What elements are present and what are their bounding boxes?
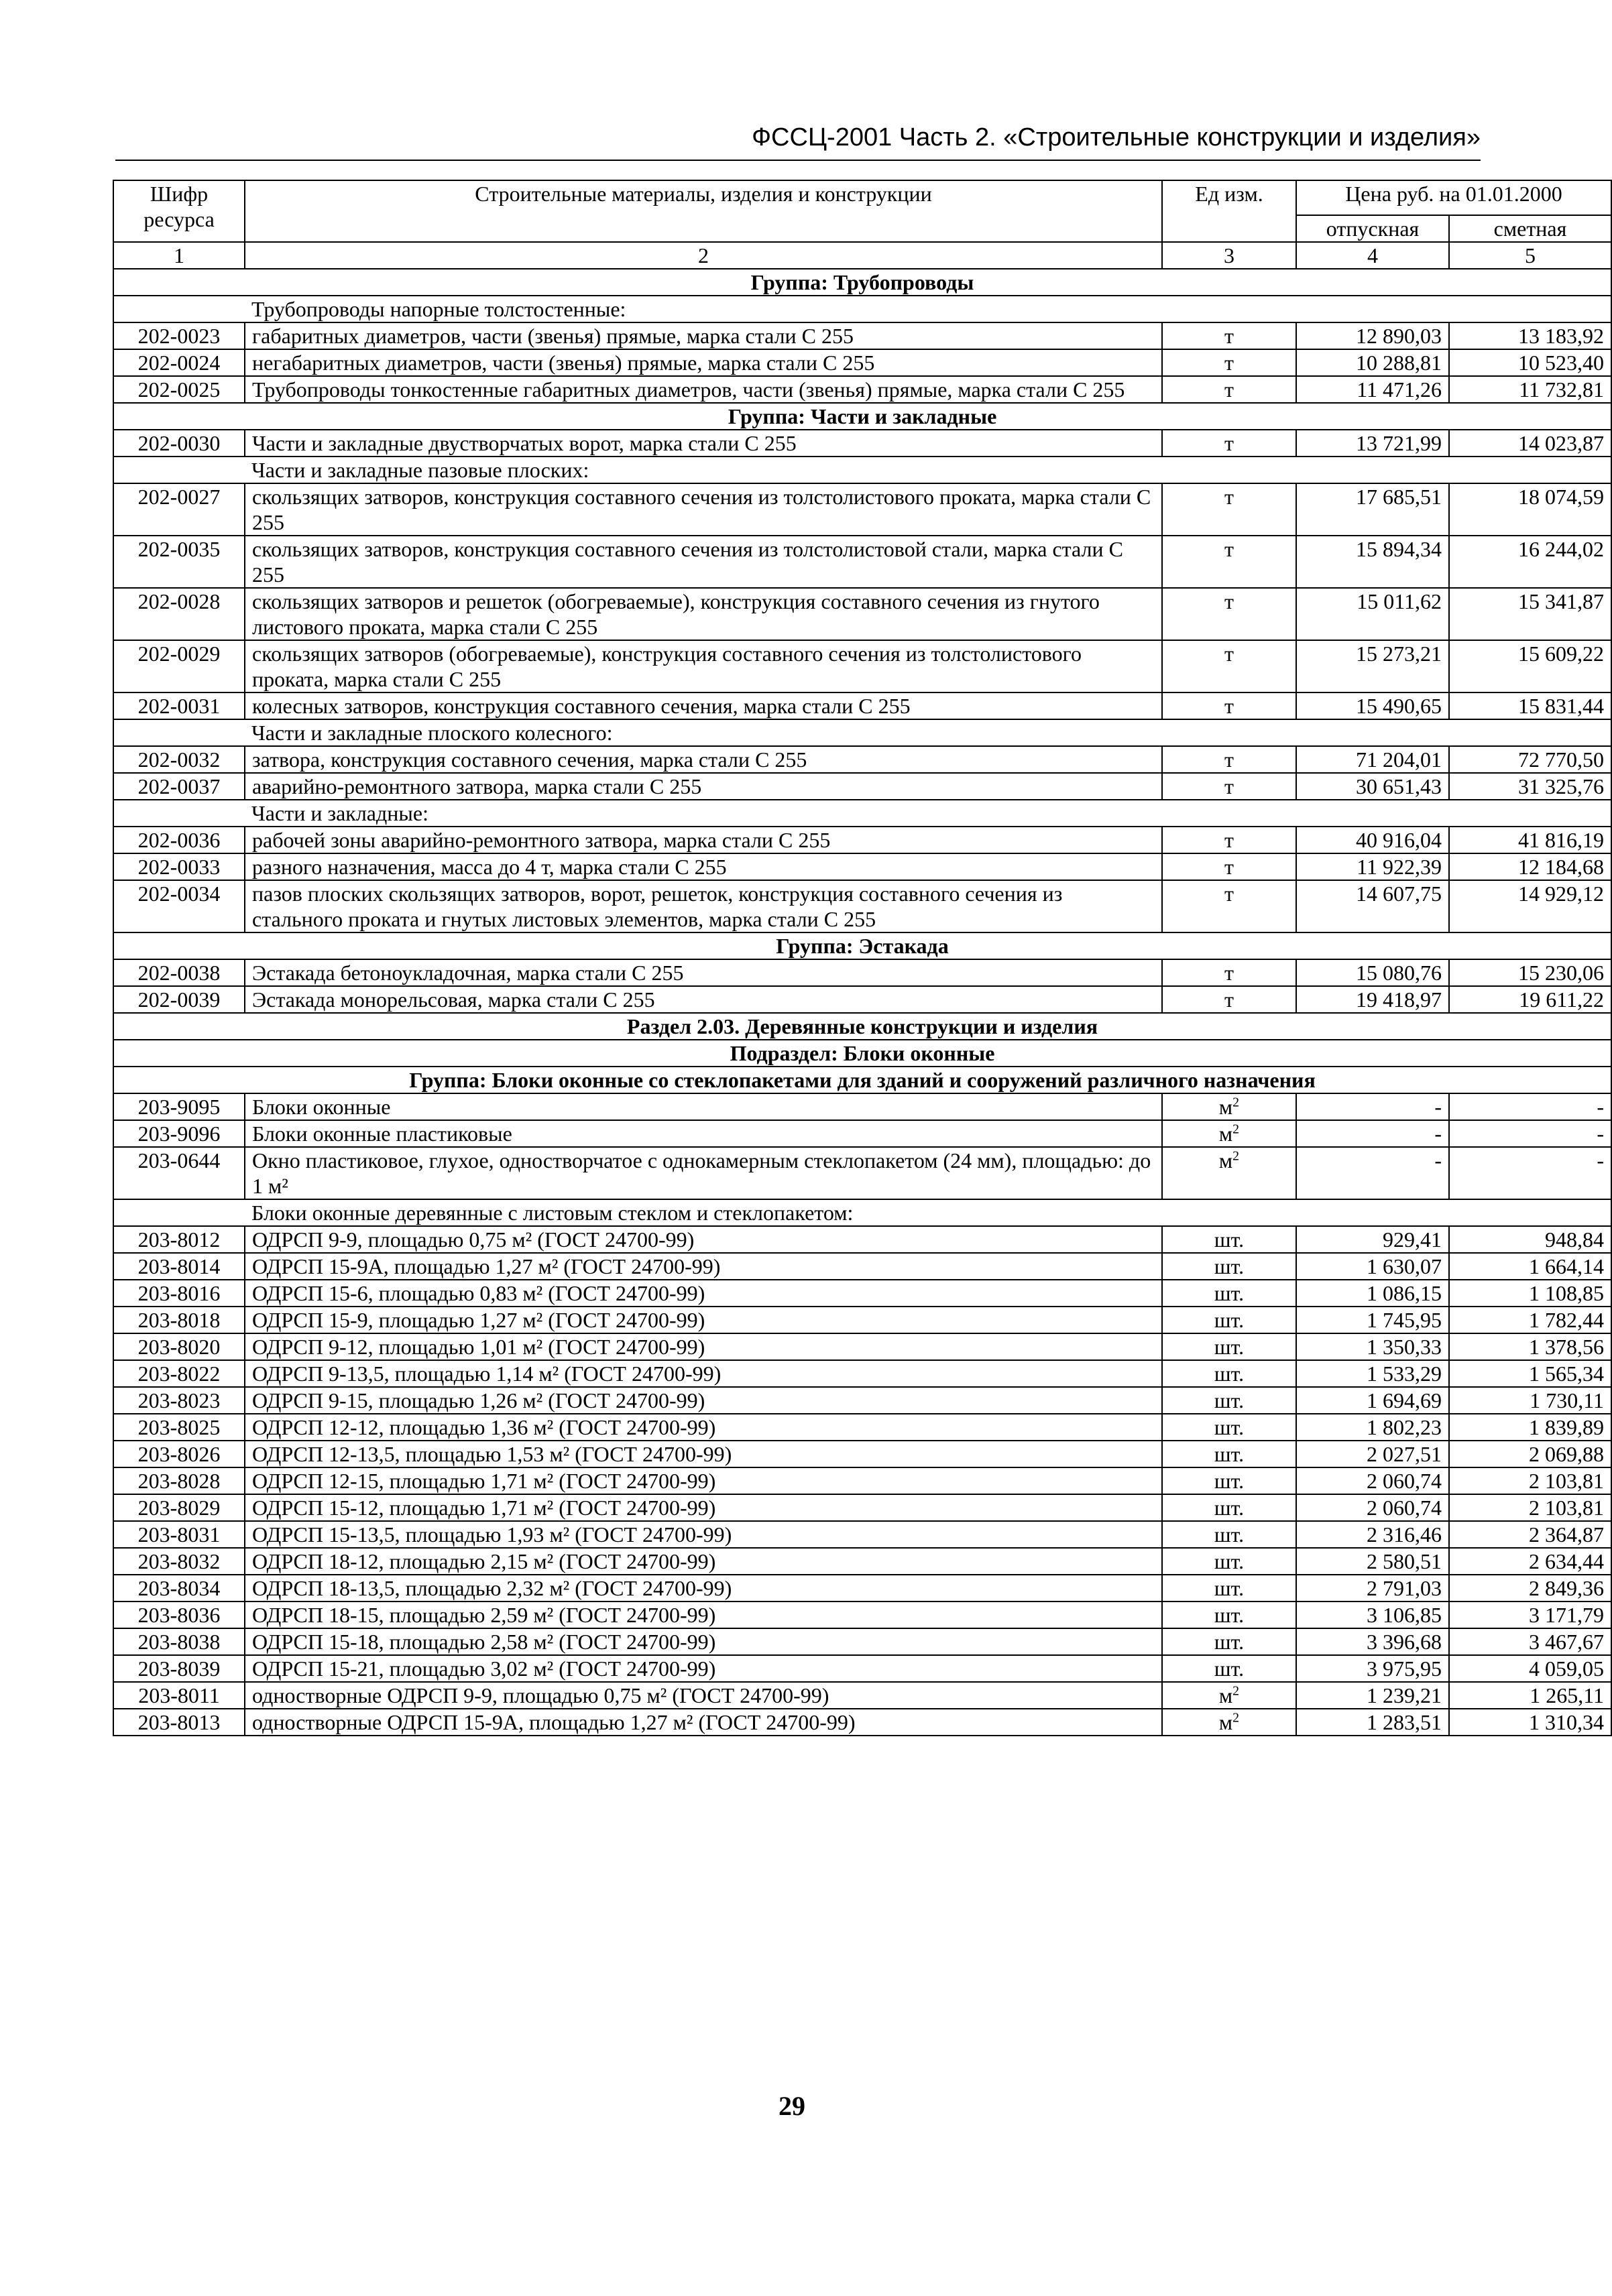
- item-name: Блоки оконные: [245, 1093, 1162, 1120]
- release-price: 1 350,33: [1296, 1333, 1449, 1360]
- estimate-price: 15 831,44: [1449, 692, 1611, 719]
- unit-cell: [1162, 1682, 1296, 1709]
- table-row: [113, 1441, 1611, 1467]
- resource-code: 203-8032: [113, 1548, 245, 1575]
- subheading-row: [113, 1199, 1611, 1226]
- table-row: [113, 773, 1611, 800]
- table-row: [113, 1467, 1611, 1494]
- table-row: [113, 1548, 1611, 1575]
- header-price: Цена руб. на 01.01.2000: [1296, 180, 1611, 215]
- group-heading-row: [113, 403, 1611, 430]
- release-price: 15 080,76: [1296, 959, 1449, 986]
- unit-cell: шт.: [1162, 1575, 1296, 1602]
- estimate-price: 2 103,81: [1449, 1467, 1611, 1494]
- estimate-price: 3 467,67: [1449, 1628, 1611, 1655]
- table-row: [113, 1655, 1611, 1682]
- release-price: 15 894,34: [1296, 536, 1449, 588]
- release-price: 15 490,65: [1296, 692, 1449, 719]
- subheading-row: [113, 719, 1611, 746]
- estimate-price: 1 664,14: [1449, 1253, 1611, 1280]
- resource-code: 202-0034: [113, 880, 245, 932]
- release-price: 40 916,04: [1296, 827, 1449, 853]
- price-table: [113, 180, 1612, 1736]
- item-name: негабаритных диаметров, части (звенья) прямые, марка стали С 255: [245, 349, 1162, 376]
- unit-cell: шт.: [1162, 1360, 1296, 1387]
- unit-cell: т: [1162, 853, 1296, 880]
- column-number: 2: [245, 242, 1162, 269]
- resource-code: 203-8031: [113, 1521, 245, 1548]
- release-price: -: [1296, 1120, 1449, 1147]
- table-row: [113, 692, 1611, 719]
- unit-cell: т: [1162, 483, 1296, 536]
- estimate-price: -: [1449, 1120, 1611, 1147]
- column-number: 4: [1296, 242, 1449, 269]
- subheading-row: [113, 457, 1611, 483]
- unit-text: м: [1218, 1095, 1233, 1119]
- release-price: 15 273,21: [1296, 640, 1449, 692]
- release-price: 19 418,97: [1296, 986, 1449, 1013]
- unit-superscript: 2: [1232, 1122, 1240, 1137]
- item-name: ОДРСП 15-9, площадью 1,27 м² (ГОСТ 24700-99): [245, 1307, 1162, 1333]
- estimate-price: 3 171,79: [1449, 1602, 1611, 1628]
- item-name: аварийно-ремонтного затвора, марка стали С 255: [245, 773, 1162, 800]
- item-name: габаритных диаметров, части (звенья) прямые, марка стали С 255: [245, 322, 1162, 349]
- empty-cell: [113, 719, 245, 746]
- unit-text: м: [1218, 1148, 1233, 1172]
- release-price: 15 011,62: [1296, 588, 1449, 640]
- item-name: Блоки оконные пластиковые: [245, 1120, 1162, 1147]
- unit-cell: т: [1162, 536, 1296, 588]
- item-name: ОДРСП 9-13,5, площадью 1,14 м² (ГОСТ 24700-99): [245, 1360, 1162, 1387]
- release-price: 2 060,74: [1296, 1494, 1449, 1521]
- estimate-price: 2 634,44: [1449, 1548, 1611, 1575]
- page-number: 29: [779, 2091, 805, 2121]
- header-estimate: сметная: [1449, 215, 1611, 242]
- item-name: Части и закладные двустворчатых ворот, марка стали С 255: [245, 430, 1162, 457]
- subheading-row: [113, 800, 1611, 827]
- item-name: ОДРСП 15-6, площадью 0,83 м² (ГОСТ 24700-99): [245, 1280, 1162, 1307]
- group-heading-row: [113, 932, 1611, 959]
- empty-cell: [113, 457, 245, 483]
- unit-text: м: [1218, 1122, 1233, 1146]
- release-price: 1 086,15: [1296, 1280, 1449, 1307]
- table-body: [113, 269, 1611, 1736]
- resource-code: 203-8029: [113, 1494, 245, 1521]
- release-price: 2 027,51: [1296, 1441, 1449, 1467]
- unit-cell: т: [1162, 430, 1296, 457]
- resource-code: 203-9095: [113, 1093, 245, 1120]
- header-release: отпускная: [1296, 215, 1449, 242]
- estimate-price: 11 732,81: [1449, 376, 1611, 403]
- empty-cell: [113, 296, 245, 322]
- unit-cell: т: [1162, 880, 1296, 932]
- column-number: 1: [113, 242, 245, 269]
- unit-superscript: 2: [1232, 1683, 1240, 1699]
- unit-text: м: [1218, 1683, 1233, 1707]
- unit-cell: [1162, 1709, 1296, 1736]
- unit-text: м: [1218, 1710, 1233, 1734]
- resource-code: 203-8013: [113, 1709, 245, 1736]
- release-price: 1 694,69: [1296, 1387, 1449, 1414]
- estimate-price: 1 839,89: [1449, 1414, 1611, 1441]
- item-name: рабочей зоны аварийно-ремонтного затвора, марка стали С 255: [245, 827, 1162, 853]
- release-price: -: [1296, 1147, 1449, 1199]
- item-name: разного назначения, масса до 4 т, марка стали С 255: [245, 853, 1162, 880]
- resource-code: 203-8028: [113, 1467, 245, 1494]
- item-name: ОДРСП 9-12, площадью 1,01 м² (ГОСТ 24700-99): [245, 1333, 1162, 1360]
- item-name: скользящих затворов, конструкция составного сечения из толстолистового проката, марка стали С 255: [245, 483, 1162, 536]
- estimate-price: 4 059,05: [1449, 1655, 1611, 1682]
- item-name: затвора, конструкция составного сечения, марка стали С 255: [245, 746, 1162, 773]
- item-name: одностворные ОДРСП 15-9А, площадью 1,27 м² (ГОСТ 24700-99): [245, 1709, 1162, 1736]
- subsection-heading-row: [113, 1040, 1611, 1067]
- unit-cell: [1162, 1147, 1296, 1199]
- estimate-price: 1 310,34: [1449, 1709, 1611, 1736]
- resource-code: 202-0033: [113, 853, 245, 880]
- item-name: ОДРСП 18-13,5, площадью 2,32 м² (ГОСТ 24700-99): [245, 1575, 1162, 1602]
- unit-cell: шт.: [1162, 1253, 1296, 1280]
- table-row: [113, 1387, 1611, 1414]
- resource-code: 203-8011: [113, 1682, 245, 1709]
- release-price: 14 607,75: [1296, 880, 1449, 932]
- unit-cell: шт.: [1162, 1226, 1296, 1253]
- group-heading: Группа: Трубопроводы: [113, 269, 1611, 296]
- item-name: ОДРСП 15-9А, площадью 1,27 м² (ГОСТ 24700-99): [245, 1253, 1162, 1280]
- table-row: [113, 746, 1611, 773]
- table-row: [113, 376, 1611, 403]
- resource-code: 202-0035: [113, 536, 245, 588]
- estimate-price: 31 325,76: [1449, 773, 1611, 800]
- item-name: ОДРСП 18-15, площадью 2,59 м² (ГОСТ 24700-99): [245, 1602, 1162, 1628]
- estimate-price: 16 244,02: [1449, 536, 1611, 588]
- estimate-price: 14 929,12: [1449, 880, 1611, 932]
- table-row: [113, 536, 1611, 588]
- table-row: [113, 1120, 1611, 1147]
- unit-cell: т: [1162, 986, 1296, 1013]
- table-row: [113, 827, 1611, 853]
- item-name: одностворные ОДРСП 9-9, площадью 0,75 м² (ГОСТ 24700-99): [245, 1682, 1162, 1709]
- table-row: [113, 1147, 1611, 1199]
- item-name: ОДРСП 12-13,5, площадью 1,53 м² (ГОСТ 24700-99): [245, 1441, 1162, 1467]
- table-row: [113, 430, 1611, 457]
- unit-cell: [1162, 1093, 1296, 1120]
- table-row: [113, 1093, 1611, 1120]
- unit-cell: шт.: [1162, 1494, 1296, 1521]
- unit-cell: т: [1162, 322, 1296, 349]
- resource-code: 202-0024: [113, 349, 245, 376]
- unit-cell: шт.: [1162, 1280, 1296, 1307]
- item-name: ОДРСП 9-9, площадью 0,75 м² (ГОСТ 24700-99): [245, 1226, 1162, 1253]
- table-row: [113, 1253, 1611, 1280]
- table-row: [113, 1682, 1611, 1709]
- column-number: 5: [1449, 242, 1611, 269]
- unit-cell: т: [1162, 746, 1296, 773]
- release-price: 2 791,03: [1296, 1575, 1449, 1602]
- estimate-price: 1 782,44: [1449, 1307, 1611, 1333]
- subheading-text: Блоки оконные деревянные с листовым стеклом и стеклопакетом:: [245, 1199, 1611, 1226]
- unit-superscript: 2: [1232, 1710, 1240, 1726]
- subheading-text: Части и закладные:: [245, 800, 1611, 827]
- release-price: 3 106,85: [1296, 1602, 1449, 1628]
- item-name: скользящих затворов (обогреваемые), конструкция составного сечения из толстолистового проката, марка стали С 255: [245, 640, 1162, 692]
- estimate-price: 13 183,92: [1449, 322, 1611, 349]
- header-unit: Ед изм.: [1162, 180, 1296, 242]
- table-row: [113, 1494, 1611, 1521]
- estimate-price: 1 565,34: [1449, 1360, 1611, 1387]
- resource-code: 203-8014: [113, 1253, 245, 1280]
- group-heading-row: [113, 1067, 1611, 1093]
- table-row: [113, 1280, 1611, 1307]
- estimate-price: 2 849,36: [1449, 1575, 1611, 1602]
- item-name: Эстакада бетоноукладочная, марка стали С 255: [245, 959, 1162, 986]
- resource-code: 202-0039: [113, 986, 245, 1013]
- resource-code: 202-0030: [113, 430, 245, 457]
- resource-code: 203-8038: [113, 1628, 245, 1655]
- resource-code: 202-0036: [113, 827, 245, 853]
- release-price: 929,41: [1296, 1226, 1449, 1253]
- group-heading: Группа: Блоки оконные со стеклопакетами для зданий и сооружений различного назначения: [113, 1067, 1611, 1093]
- resource-code: 202-0028: [113, 588, 245, 640]
- item-name: ОДРСП 15-13,5, площадью 1,93 м² (ГОСТ 24700-99): [245, 1521, 1162, 1548]
- release-price: 1 283,51: [1296, 1709, 1449, 1736]
- unit-cell: [1162, 1120, 1296, 1147]
- release-price: 2 316,46: [1296, 1521, 1449, 1548]
- item-name: Окно пластиковое, глухое, одностворчатое с однокамерным стеклопакетом (24 мм), площадью: до 1 м²: [245, 1147, 1162, 1199]
- unit-superscript: 2: [1232, 1148, 1240, 1164]
- release-price: 10 288,81: [1296, 349, 1449, 376]
- release-price: 12 890,03: [1296, 322, 1449, 349]
- header-name: Строительные материалы, изделия и конструкции: [245, 180, 1162, 242]
- item-name: ОДРСП 18-12, площадью 2,15 м² (ГОСТ 24700-99): [245, 1548, 1162, 1575]
- resource-code: 203-8020: [113, 1333, 245, 1360]
- unit-cell: шт.: [1162, 1628, 1296, 1655]
- item-name: ОДРСП 15-21, площадью 3,02 м² (ГОСТ 24700-99): [245, 1655, 1162, 1682]
- unit-cell: т: [1162, 959, 1296, 986]
- estimate-price: 15 609,22: [1449, 640, 1611, 692]
- release-price: 1 745,95: [1296, 1307, 1449, 1333]
- table-row: [113, 349, 1611, 376]
- estimate-price: 1 378,56: [1449, 1333, 1611, 1360]
- release-price: 1 533,29: [1296, 1360, 1449, 1387]
- resource-code: 202-0038: [113, 959, 245, 986]
- release-price: -: [1296, 1093, 1449, 1120]
- estimate-price: 2 103,81: [1449, 1494, 1611, 1521]
- unit-cell: шт.: [1162, 1307, 1296, 1333]
- item-name: ОДРСП 12-12, площадью 1,36 м² (ГОСТ 24700-99): [245, 1414, 1162, 1441]
- item-name: скользящих затворов и решеток (обогреваемые), конструкция составного сечения из гнутого листового проката, марка стали С 255: [245, 588, 1162, 640]
- table-row: [113, 588, 1611, 640]
- table-row: [113, 1333, 1611, 1360]
- estimate-price: -: [1449, 1147, 1611, 1199]
- release-price: 13 721,99: [1296, 430, 1449, 457]
- unit-cell: т: [1162, 692, 1296, 719]
- unit-cell: т: [1162, 376, 1296, 403]
- unit-cell: шт.: [1162, 1333, 1296, 1360]
- unit-cell: шт.: [1162, 1441, 1296, 1467]
- section-heading-row: [113, 1013, 1611, 1040]
- release-price: 11 471,26: [1296, 376, 1449, 403]
- resource-code: 203-0644: [113, 1147, 245, 1199]
- release-price: 17 685,51: [1296, 483, 1449, 536]
- estimate-price: 72 770,50: [1449, 746, 1611, 773]
- table-row: [113, 483, 1611, 536]
- unit-cell: шт.: [1162, 1414, 1296, 1441]
- release-price: 1 802,23: [1296, 1414, 1449, 1441]
- unit-cell: шт.: [1162, 1387, 1296, 1414]
- unit-cell: шт.: [1162, 1467, 1296, 1494]
- resource-code: 202-0023: [113, 322, 245, 349]
- release-price: 2 580,51: [1296, 1548, 1449, 1575]
- table-row: [113, 1360, 1611, 1387]
- page-header: ФССЦ-2001 Часть 2. «Строительные конструкции и изделия»: [752, 123, 1481, 152]
- table-row: [113, 853, 1611, 880]
- resource-code: 203-8039: [113, 1655, 245, 1682]
- estimate-price: 1 265,11: [1449, 1682, 1611, 1709]
- group-heading: Группа: Части и закладные: [113, 403, 1611, 430]
- item-name: ОДРСП 15-18, площадью 2,58 м² (ГОСТ 24700-99): [245, 1628, 1162, 1655]
- unit-cell: т: [1162, 588, 1296, 640]
- table-row: [113, 1414, 1611, 1441]
- resource-code: 203-8022: [113, 1360, 245, 1387]
- unit-cell: шт.: [1162, 1602, 1296, 1628]
- item-name: Трубопроводы тонкостенные габаритных диаметров, части (звенья) прямые, марка стали С 255: [245, 376, 1162, 403]
- unit-cell: шт.: [1162, 1655, 1296, 1682]
- estimate-price: 18 074,59: [1449, 483, 1611, 536]
- table-row: [113, 959, 1611, 986]
- item-name: пазов плоских скользящих затворов, ворот, решеток, конструкция составного сечения из стального проката и гнутых листовых элементов, марка стали С 255: [245, 880, 1162, 932]
- resource-code: 203-8026: [113, 1441, 245, 1467]
- release-price: 1 239,21: [1296, 1682, 1449, 1709]
- resource-code: 203-8034: [113, 1575, 245, 1602]
- estimate-price: -: [1449, 1093, 1611, 1120]
- resource-code: 202-0025: [113, 376, 245, 403]
- unit-cell: т: [1162, 827, 1296, 853]
- item-name: ОДРСП 15-12, площадью 1,71 м² (ГОСТ 24700-99): [245, 1494, 1162, 1521]
- estimate-price: 2 069,88: [1449, 1441, 1611, 1467]
- unit-cell: шт.: [1162, 1548, 1296, 1575]
- column-number: 3: [1162, 242, 1296, 269]
- unit-cell: т: [1162, 640, 1296, 692]
- table-row: [113, 322, 1611, 349]
- resource-code: 203-8025: [113, 1414, 245, 1441]
- resource-code: 202-0027: [113, 483, 245, 536]
- release-price: 30 651,43: [1296, 773, 1449, 800]
- estimate-price: 10 523,40: [1449, 349, 1611, 376]
- release-price: 71 204,01: [1296, 746, 1449, 773]
- item-name: колесных затворов, конструкция составного сечения, марка стали С 255: [245, 692, 1162, 719]
- resource-code: 203-8023: [113, 1387, 245, 1414]
- resource-code: 202-0037: [113, 773, 245, 800]
- item-name: ОДРСП 12-15, площадью 1,71 м² (ГОСТ 24700-99): [245, 1467, 1162, 1494]
- unit-cell: т: [1162, 773, 1296, 800]
- resource-code: 202-0032: [113, 746, 245, 773]
- release-price: 11 922,39: [1296, 853, 1449, 880]
- resource-code: 202-0031: [113, 692, 245, 719]
- header-rule: [115, 160, 1481, 161]
- resource-code: 203-9096: [113, 1120, 245, 1147]
- resource-code: 203-8016: [113, 1280, 245, 1307]
- subheading-row: [113, 296, 1611, 322]
- section-heading: Раздел 2.03. Деревянные конструкции и изделия: [113, 1013, 1611, 1040]
- resource-code: 203-8036: [113, 1602, 245, 1628]
- table-row: [113, 1709, 1611, 1736]
- release-price: 3 975,95: [1296, 1655, 1449, 1682]
- header-code: Шифр ресурса: [113, 180, 245, 242]
- estimate-price: 14 023,87: [1449, 430, 1611, 457]
- estimate-price: 19 611,22: [1449, 986, 1611, 1013]
- item-name: скользящих затворов, конструкция составного сечения из толстолистовой стали, марка стали С 255: [245, 536, 1162, 588]
- item-name: Эстакада монорельсовая, марка стали С 255: [245, 986, 1162, 1013]
- estimate-price: 948,84: [1449, 1226, 1611, 1253]
- estimate-price: 2 364,87: [1449, 1521, 1611, 1548]
- unit-cell: шт.: [1162, 1521, 1296, 1548]
- estimate-price: 1 730,11: [1449, 1387, 1611, 1414]
- release-price: 3 396,68: [1296, 1628, 1449, 1655]
- resource-code: 203-8018: [113, 1307, 245, 1333]
- subsection-heading: Подраздел: Блоки оконные: [113, 1040, 1611, 1067]
- empty-cell: [113, 1199, 245, 1226]
- table-row: [113, 986, 1611, 1013]
- resource-code: 203-8012: [113, 1226, 245, 1253]
- estimate-price: 41 816,19: [1449, 827, 1611, 853]
- item-name: ОДРСП 9-15, площадью 1,26 м² (ГОСТ 24700-99): [245, 1387, 1162, 1414]
- table-row: [113, 1602, 1611, 1628]
- estimate-price: 12 184,68: [1449, 853, 1611, 880]
- table-row: [113, 1521, 1611, 1548]
- subheading-text: Трубопроводы напорные толстостенные:: [245, 296, 1611, 322]
- resource-code: 202-0029: [113, 640, 245, 692]
- unit-superscript: 2: [1232, 1095, 1240, 1110]
- table-row: [113, 880, 1611, 932]
- estimate-price: 1 108,85: [1449, 1280, 1611, 1307]
- table-row: [113, 1226, 1611, 1253]
- group-heading-row: [113, 269, 1611, 296]
- table-row: [113, 1628, 1611, 1655]
- group-heading: Группа: Эстакада: [113, 932, 1611, 959]
- table-row: [113, 1575, 1611, 1602]
- estimate-price: 15 341,87: [1449, 588, 1611, 640]
- unit-cell: т: [1162, 349, 1296, 376]
- release-price: 2 060,74: [1296, 1467, 1449, 1494]
- subheading-text: Части и закладные плоского колесного:: [245, 719, 1611, 746]
- empty-cell: [113, 800, 245, 827]
- estimate-price: 15 230,06: [1449, 959, 1611, 986]
- release-price: 1 630,07: [1296, 1253, 1449, 1280]
- table-row: [113, 1307, 1611, 1333]
- table-row: [113, 640, 1611, 692]
- subheading-text: Части и закладные пазовые плоских:: [245, 457, 1611, 483]
